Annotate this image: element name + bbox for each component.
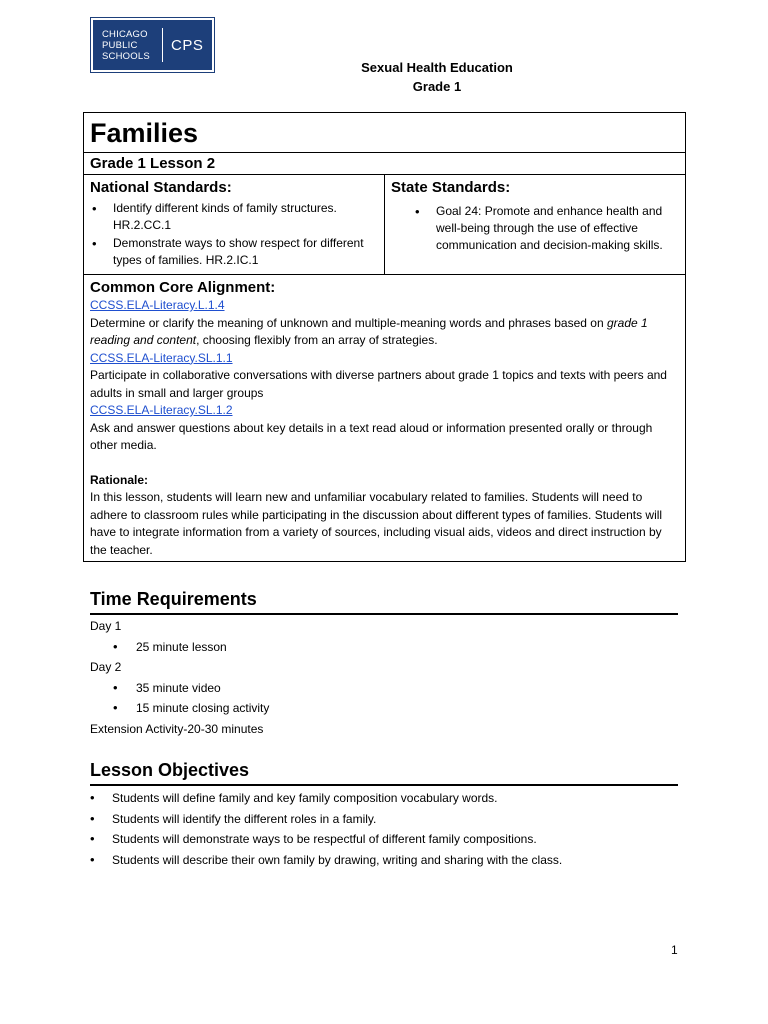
lesson-table xyxy=(83,112,686,562)
state-standard-item: • Goal 24: Promote and enhance health and well-being through the use of effective communication and decision-making skills. xyxy=(436,203,679,254)
ccss-l-1-4-text-a: Determine or clarify the meaning of unknown and multiple-meaning words and phrases based on xyxy=(90,315,607,330)
objective-item: • Students will demonstrate ways to be respectful of different family compositions. xyxy=(90,829,678,850)
objective-item: • Students will define family and key family composition vocabulary words. xyxy=(90,788,678,809)
header-course: Sexual Health Education xyxy=(361,60,513,75)
rationale-label: Rationale: xyxy=(90,472,149,487)
day1-label: Day 1 xyxy=(90,619,122,633)
day1-item: • 25 minute lesson xyxy=(90,637,678,658)
objective-item: • Students will describe their own family by drawing, writing and sharing with the class. xyxy=(90,850,678,871)
ccss-link-sl-1-1[interactable]: CCSS.ELA-Literacy.SL.1.1 xyxy=(90,350,233,365)
lesson-objectives-section xyxy=(90,759,678,870)
national-standards-heading: National Standards: xyxy=(90,179,232,196)
lesson-objectives-heading: Lesson Objectives xyxy=(90,759,678,786)
ccss-l-1-4-text xyxy=(90,315,679,350)
logo-text xyxy=(93,29,156,62)
common-core-heading: Common Core Alignment: xyxy=(90,279,276,296)
logo-line-public: PUBLIC xyxy=(102,39,138,51)
logo-line-schools: SCHOOLS xyxy=(102,50,150,62)
objectives-list xyxy=(90,788,678,870)
objective-item: • Students will identify the different roles in a family. xyxy=(90,809,678,830)
state-standards-list xyxy=(391,203,679,254)
page-number: 1 xyxy=(671,943,678,957)
common-core-cell xyxy=(84,275,686,562)
extension-activity: Extension Activity-20-30 minutes xyxy=(90,721,264,736)
cps-logo xyxy=(91,18,214,72)
logo-line-chicago: CHICAGO xyxy=(102,28,148,40)
logo-abbr: CPS xyxy=(171,36,204,54)
time-requirements-heading: Time Requirements xyxy=(90,588,678,615)
time-requirements-section xyxy=(90,588,678,739)
document-header xyxy=(300,58,574,96)
ccss-l-1-4-text-b: , choosing flexibly from an array of strategies. xyxy=(196,333,438,347)
ccss-link-sl-1-2[interactable]: CCSS.ELA-Literacy.SL.1.2 xyxy=(90,403,233,417)
day2-item: • 15 minute closing activity xyxy=(90,698,678,719)
logo-divider xyxy=(162,28,163,62)
ccss-sl-1-1-text: Participate in collaborative conversations with diverse partners about grade 1 topics and texts with peers and adults in small and larger groups xyxy=(90,368,667,400)
national-standard-item: • Demonstrate ways to show respect for different types of families. HR.2.IC.1 xyxy=(113,235,378,269)
state-standards-heading: State Standards: xyxy=(391,179,511,196)
national-standard-item: • Identify different kinds of family structures. HR.2.CC.1 xyxy=(113,200,378,234)
ccss-sl-1-2-text: Ask and answer questions about key details in a text read aloud or information presented orally or through other media. xyxy=(90,420,653,452)
lesson-subtitle: Grade 1 Lesson 2 xyxy=(84,153,686,175)
national-standards-cell xyxy=(84,175,385,275)
day2-label: Day 2 xyxy=(90,660,122,674)
header-grade: Grade 1 xyxy=(412,79,462,94)
rationale-text: In this lesson, students will learn new and unfamiliar vocabulary related to families. Students will need to adhere to classroom rules while participating in the discussion about different types of families. Students will have to integrate information from a variety of sources, including visual aids, videos and direct instruction by the teacher. xyxy=(90,490,663,557)
day2-item: • 35 minute video xyxy=(90,678,678,699)
ccss-link-l-1-4[interactable]: CCSS.ELA-Literacy.L.1.4 xyxy=(90,298,225,312)
lesson-title: Families xyxy=(84,113,686,153)
national-standards-list xyxy=(90,200,378,269)
ccss-l-1-4-text-emphasis: grade 1 reading and content xyxy=(90,315,648,347)
state-standards-cell xyxy=(385,175,686,275)
